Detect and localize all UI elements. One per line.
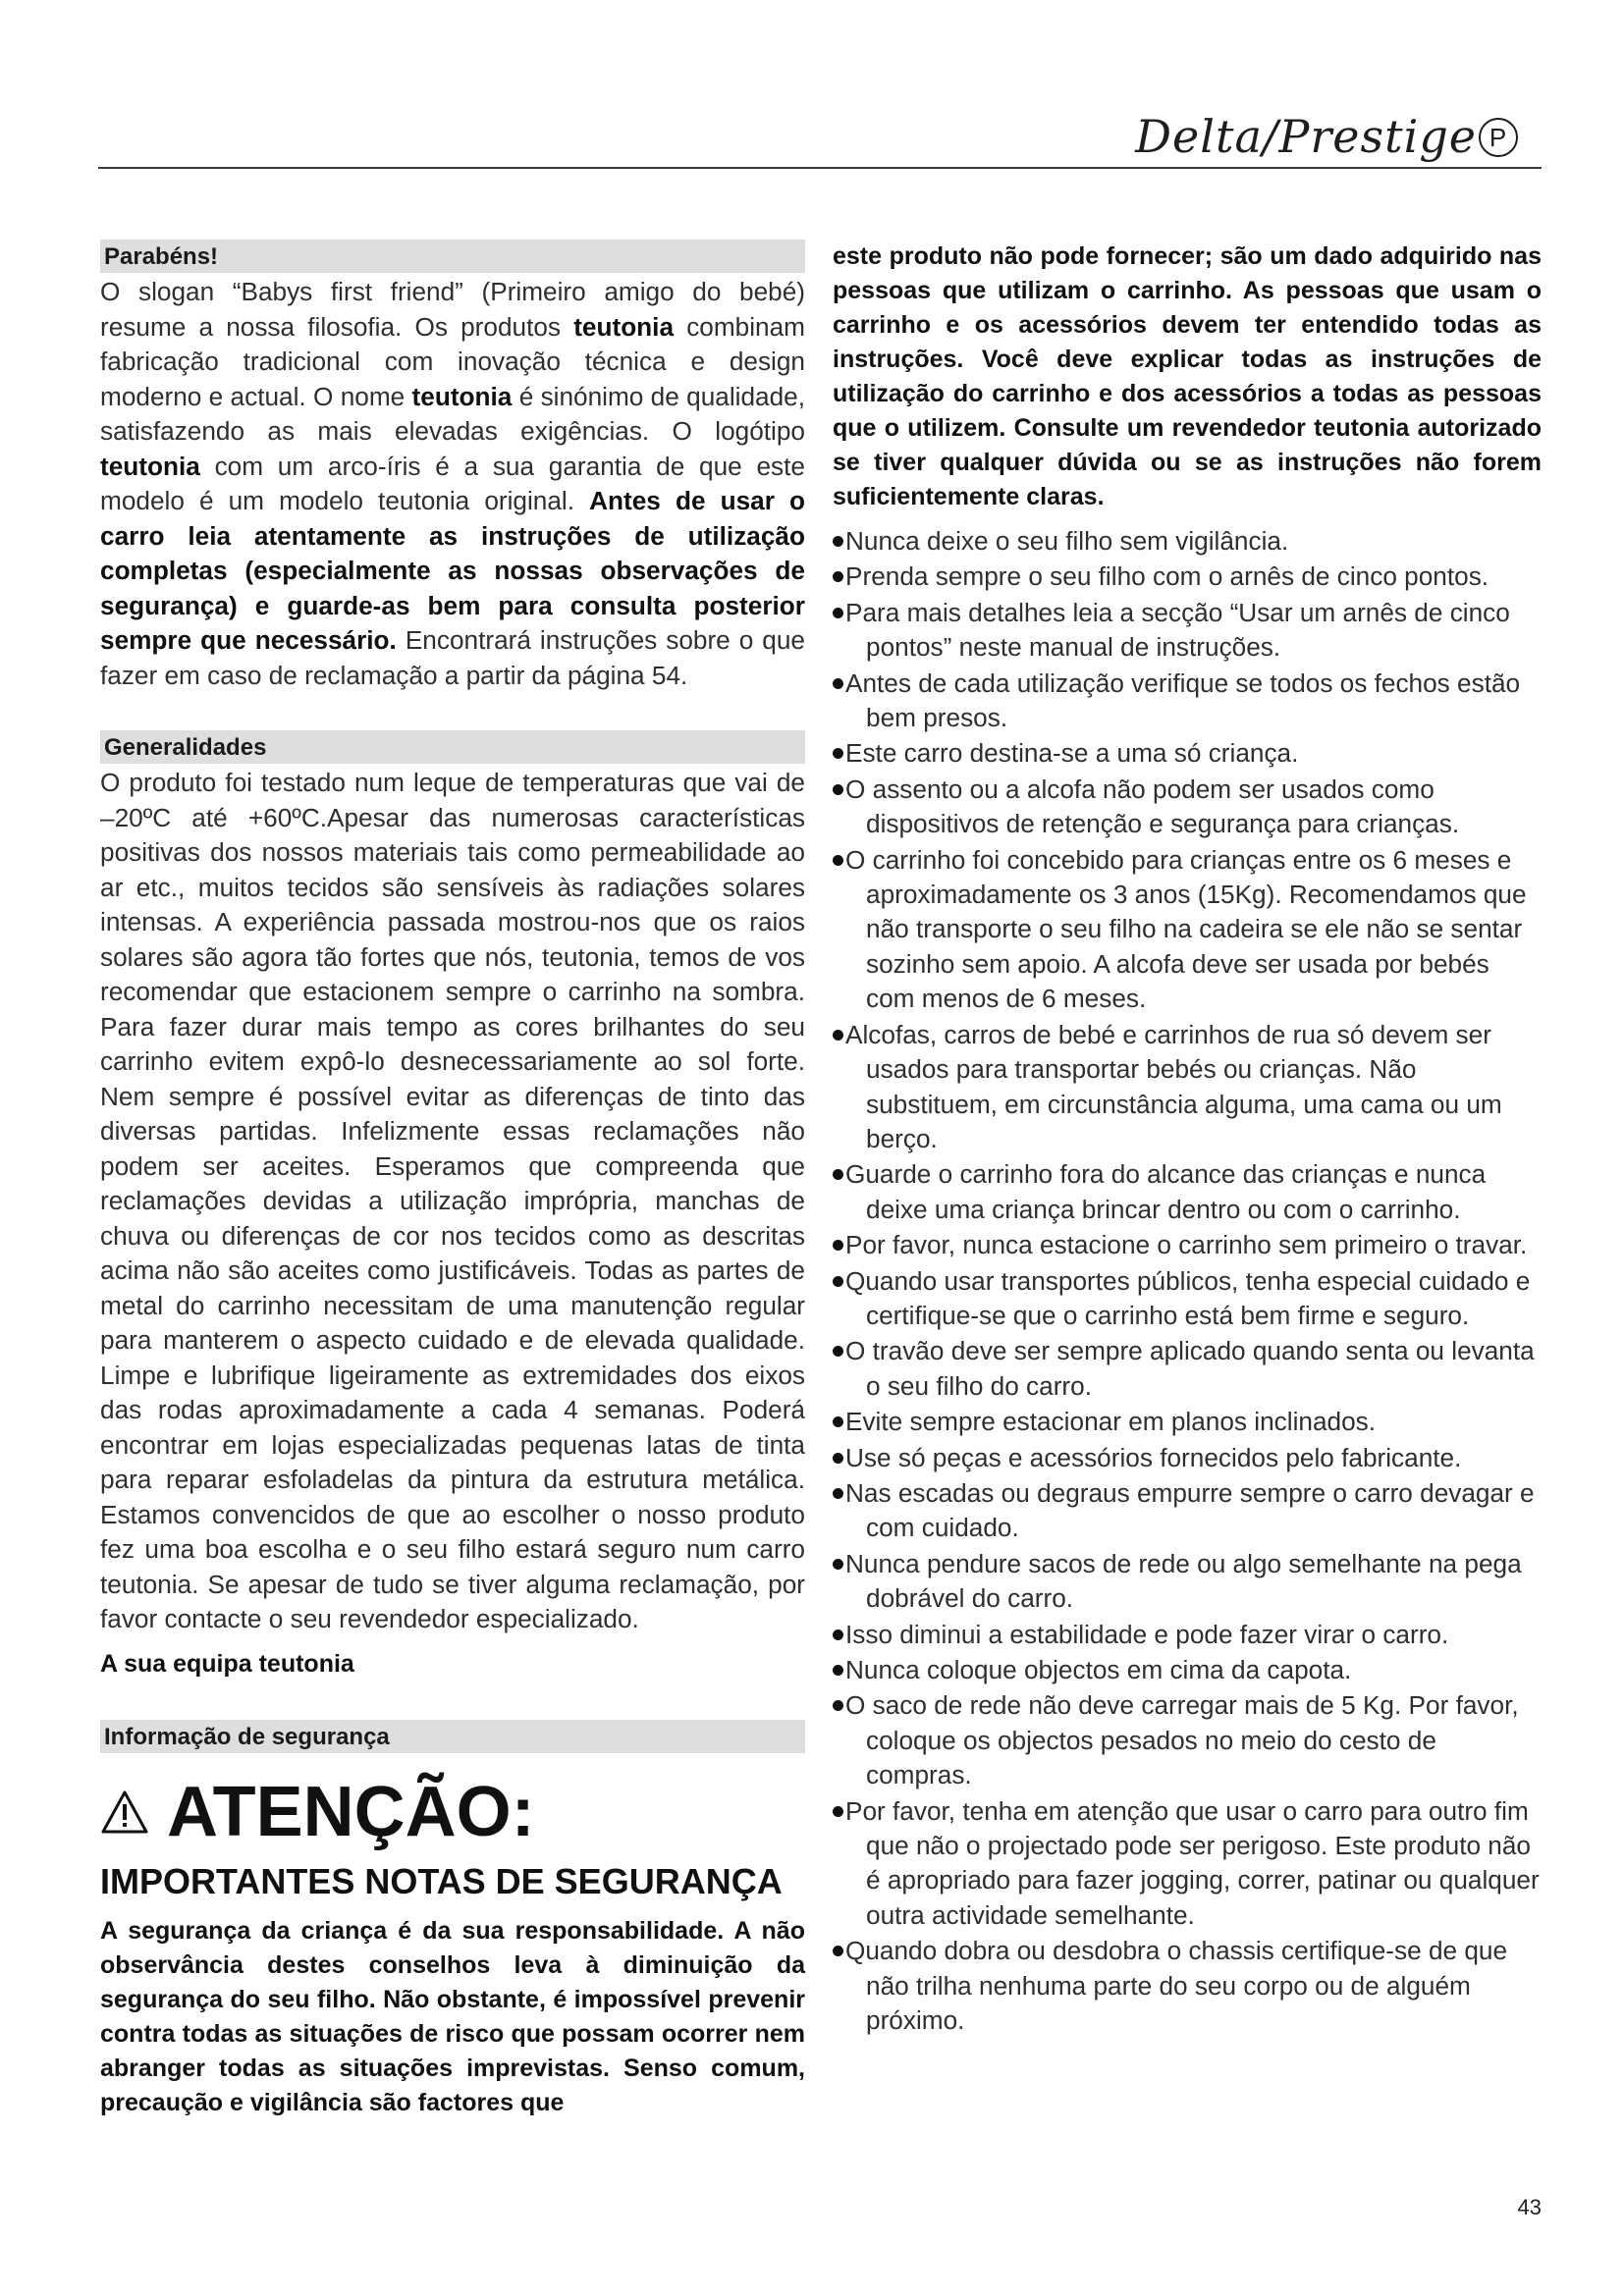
header-rule <box>98 167 1542 169</box>
list-item: Guarde o carrinho fora do alcance das crianças e nunca deixe uma criança brincar dentro ou com o carrinho. <box>833 1157 1542 1227</box>
bullet-icon <box>833 608 843 618</box>
bullet-icon <box>833 678 843 689</box>
left-column <box>100 240 805 2120</box>
right-column <box>833 240 1542 2039</box>
list-item: Use só peças e acessórios fornecidos pelo fabricante. <box>833 1441 1542 1475</box>
language-badge: P <box>1479 118 1518 157</box>
page-number: 43 <box>1517 2195 1542 2219</box>
bullet-icon <box>833 1169 843 1180</box>
brand-title: Delta/Prestige <box>1135 110 1477 163</box>
list-item: Prenda sempre o seu filho com o arnês de cinco pontos. <box>833 560 1542 594</box>
bullet-icon <box>833 1030 843 1041</box>
list-item: Por favor, tenha em atenção que usar o carro para outro fim que não o projectado pode ser perigoso. Este produto não é apropriado para fazer jogging, correr, patinar ou qualquer outra actividade semelhante. <box>833 1794 1542 1934</box>
general-paragraph: O produto foi testado num leque de temperaturas que vai de –20ºC até +60ºC.Apesar das numerosas características positivas dos nossos materiais tais como permeabilidade ao ar etc., muitos tecidos são sensíveis às radiações solares intensas. A experiência passada mostrou-nos que os raios solares são agora tão fortes que nós, teutonia, temos de vos recomendar que estacionem sempre o carrinho na sombra. Para fazer durar mais tempo as cores brilhantes do seu carrinho evitem expô-lo desnecessariamente ao sol forte. Nem sempre é possível evitar as diferenças de tinto das diversas partidas. Infelizmente essas reclamações não podem ser aceites. Esperamos que compreenda que reclamações devidas a utilização imprópria, manchas de chuva ou diferenças de cor nos tecidos como as descritas acima não são aceites como justificáveis. Todas as partes de metal do carrinho necessitam de uma manutenção regular para manterem o aspecto cuidado e de elevada qualidade. Limpe e lubrifique ligeiramente as extremidades dos eixos das rodas aproximadamente a cada 4 semanas. Poderá encontrar em lojas especializadas pequenas latas de tinta para reparar esfoladelas da pintura da estrutura metálica. Estamos convencidos de que ao escolher o nosso produto fez uma boa escolha e o seu filho estará seguro num carro teutonia. Se apesar de tudo se tiver alguma reclamação, por favor contacte o seu revendedor especializado. <box>100 768 805 1633</box>
bullet-icon <box>833 1240 843 1251</box>
bullet-icon <box>833 855 843 866</box>
section-heading-safety: Informação de segurança <box>100 1720 805 1753</box>
list-item: Isso diminui a estabilidade e pode fazer virar o carro. <box>833 1618 1542 1652</box>
list-item: O saco de rede não deve carregar mais de 5 Kg. Por favor, coloque os objectos pesados no meio do cesto de compras. <box>833 1688 1542 1792</box>
bullet-icon <box>833 1346 843 1357</box>
list-item: Nunca deixe o seu filho sem vigilância. <box>833 524 1542 559</box>
list-item: Evite sempre estacionar em planos inclinados. <box>833 1405 1542 1439</box>
list-item: Nas escadas ou degraus empurre sempre o carro devagar e com cuidado. <box>833 1476 1542 1546</box>
bullet-icon <box>833 1629 843 1640</box>
list-item: Quando dobra ou desdobra o chassis certifique-se de que não trilha nenhuma parte do seu corpo ou de alguém próximo. <box>833 1934 1542 2038</box>
congrats-paragraph: O slogan “Babys first friend” (Primeiro amigo do bebé) resume a nossa filosofia. Os produtos teutonia combinam fabricação tradicional com inovação técnica e design moderno e actual. O nome teutonia é sinónimo de qualidade, satisfazendo as mais elevadas exigências. O logótipo teutonia com um arco-íris é a sua garantia de que este modelo é um modelo teutonia original. Antes de usar o carro leia atentamente as instruções de utilização completas (especialmente as nossas observações de segurança) e guarde-as bem para consulta posterior sempre que necessário. Encontrará instruções sobre o que fazer em caso de reclamação a partir da página 54. <box>100 277 805 690</box>
section-heading-general: Generalidades <box>100 730 805 764</box>
list-item: Quando usar transportes públicos, tenha especial cuidado e certifique-se que o carrinho está bem firme e seguro. <box>833 1264 1542 1334</box>
warning-title: ATENÇÃO: <box>100 1771 805 1853</box>
bullet-icon <box>833 748 843 759</box>
continued-paragraph: este produto não pode fornecer; são um dado adquirido nas pessoas que utilizam o carrinho. As pessoas que usam o carrinho e os acessórios devem ter entendido todas as instruções. Você deve explicar todas as instruções de utilização do carrinho e dos acessórios a todas as pessoas que o utilizem. Consulte um revendedor teutonia autorizado se tiver qualquer dúvida ou se as instruções não forem suficientemente claras. <box>833 242 1542 510</box>
list-item: Antes de cada utilização verifique se todos os fechos estão bem presos. <box>833 667 1542 736</box>
bullet-icon <box>833 1276 843 1287</box>
bullet-icon <box>833 1946 843 1956</box>
bullet-icon <box>833 1488 843 1499</box>
list-item: Nunca coloque objectos em cima da capota. <box>833 1653 1542 1687</box>
list-item: Para mais detalhes leia a secção “Usar um arnês de cinco pontos” neste manual de instruções. <box>833 596 1542 666</box>
list-item: O travão deve ser sempre aplicado quando senta ou levanta o seu filho do carro. <box>833 1334 1542 1404</box>
bullet-icon <box>833 1665 843 1676</box>
warning-subtitle: IMPORTANTES NOTAS DE SEGURANÇA <box>100 1860 783 1901</box>
warning-paragraph: A segurança da criança é da sua responsabilidade. A não observância destes conselhos leva à diminuição da segurança do seu filho. Não obstante, é impossível prevenir contra todas as situações de risco que possam ocorrer nem abranger todas as situações imprevistas. Senso comum, precaução e vigilância são factores que <box>100 1916 805 2116</box>
bullet-icon <box>833 1806 843 1817</box>
bullet-icon <box>833 571 843 582</box>
header-brand <box>1135 110 1518 163</box>
list-item: Alcofas, carros de bebé e carrinhos de rua só devem ser usados para transportar bebés ou crianças. Não substituem, em circunstância alguma, uma cama ou um berço. <box>833 1018 1542 1157</box>
bullet-icon <box>833 1559 843 1570</box>
bullet-icon <box>833 536 843 547</box>
bullet-icon <box>833 1700 843 1711</box>
list-item: O assento ou a alcofa não podem ser usados como dispositivos de retenção e segurança para crianças. <box>833 773 1542 842</box>
list-item: Nunca pendure sacos de rede ou algo semelhante na pega dobrável do carro. <box>833 1547 1542 1617</box>
safety-list <box>833 524 1542 2038</box>
list-item: Este carro destina-se a uma só criança. <box>833 736 1542 771</box>
bullet-icon <box>833 784 843 795</box>
signature: A sua equipa teutonia <box>100 1649 354 1678</box>
bullet-icon <box>833 1453 843 1464</box>
list-item: O carrinho foi concebido para crianças entre os 6 meses e aproximadamente os 3 anos (15Kg). Recomendamos que não transporte o seu filho na cadeira se ele não se sentar sozinho sem apoio. A alcofa deve ser usada por bebés com menos de 6 meses. <box>833 843 1542 1017</box>
section-heading-congrats: Parabéns! <box>100 240 805 273</box>
list-item: Por favor, nunca estacione o carrinho sem primeiro o travar. <box>833 1228 1542 1262</box>
warning-triangle-icon <box>100 1789 149 1835</box>
bullet-icon <box>833 1416 843 1427</box>
